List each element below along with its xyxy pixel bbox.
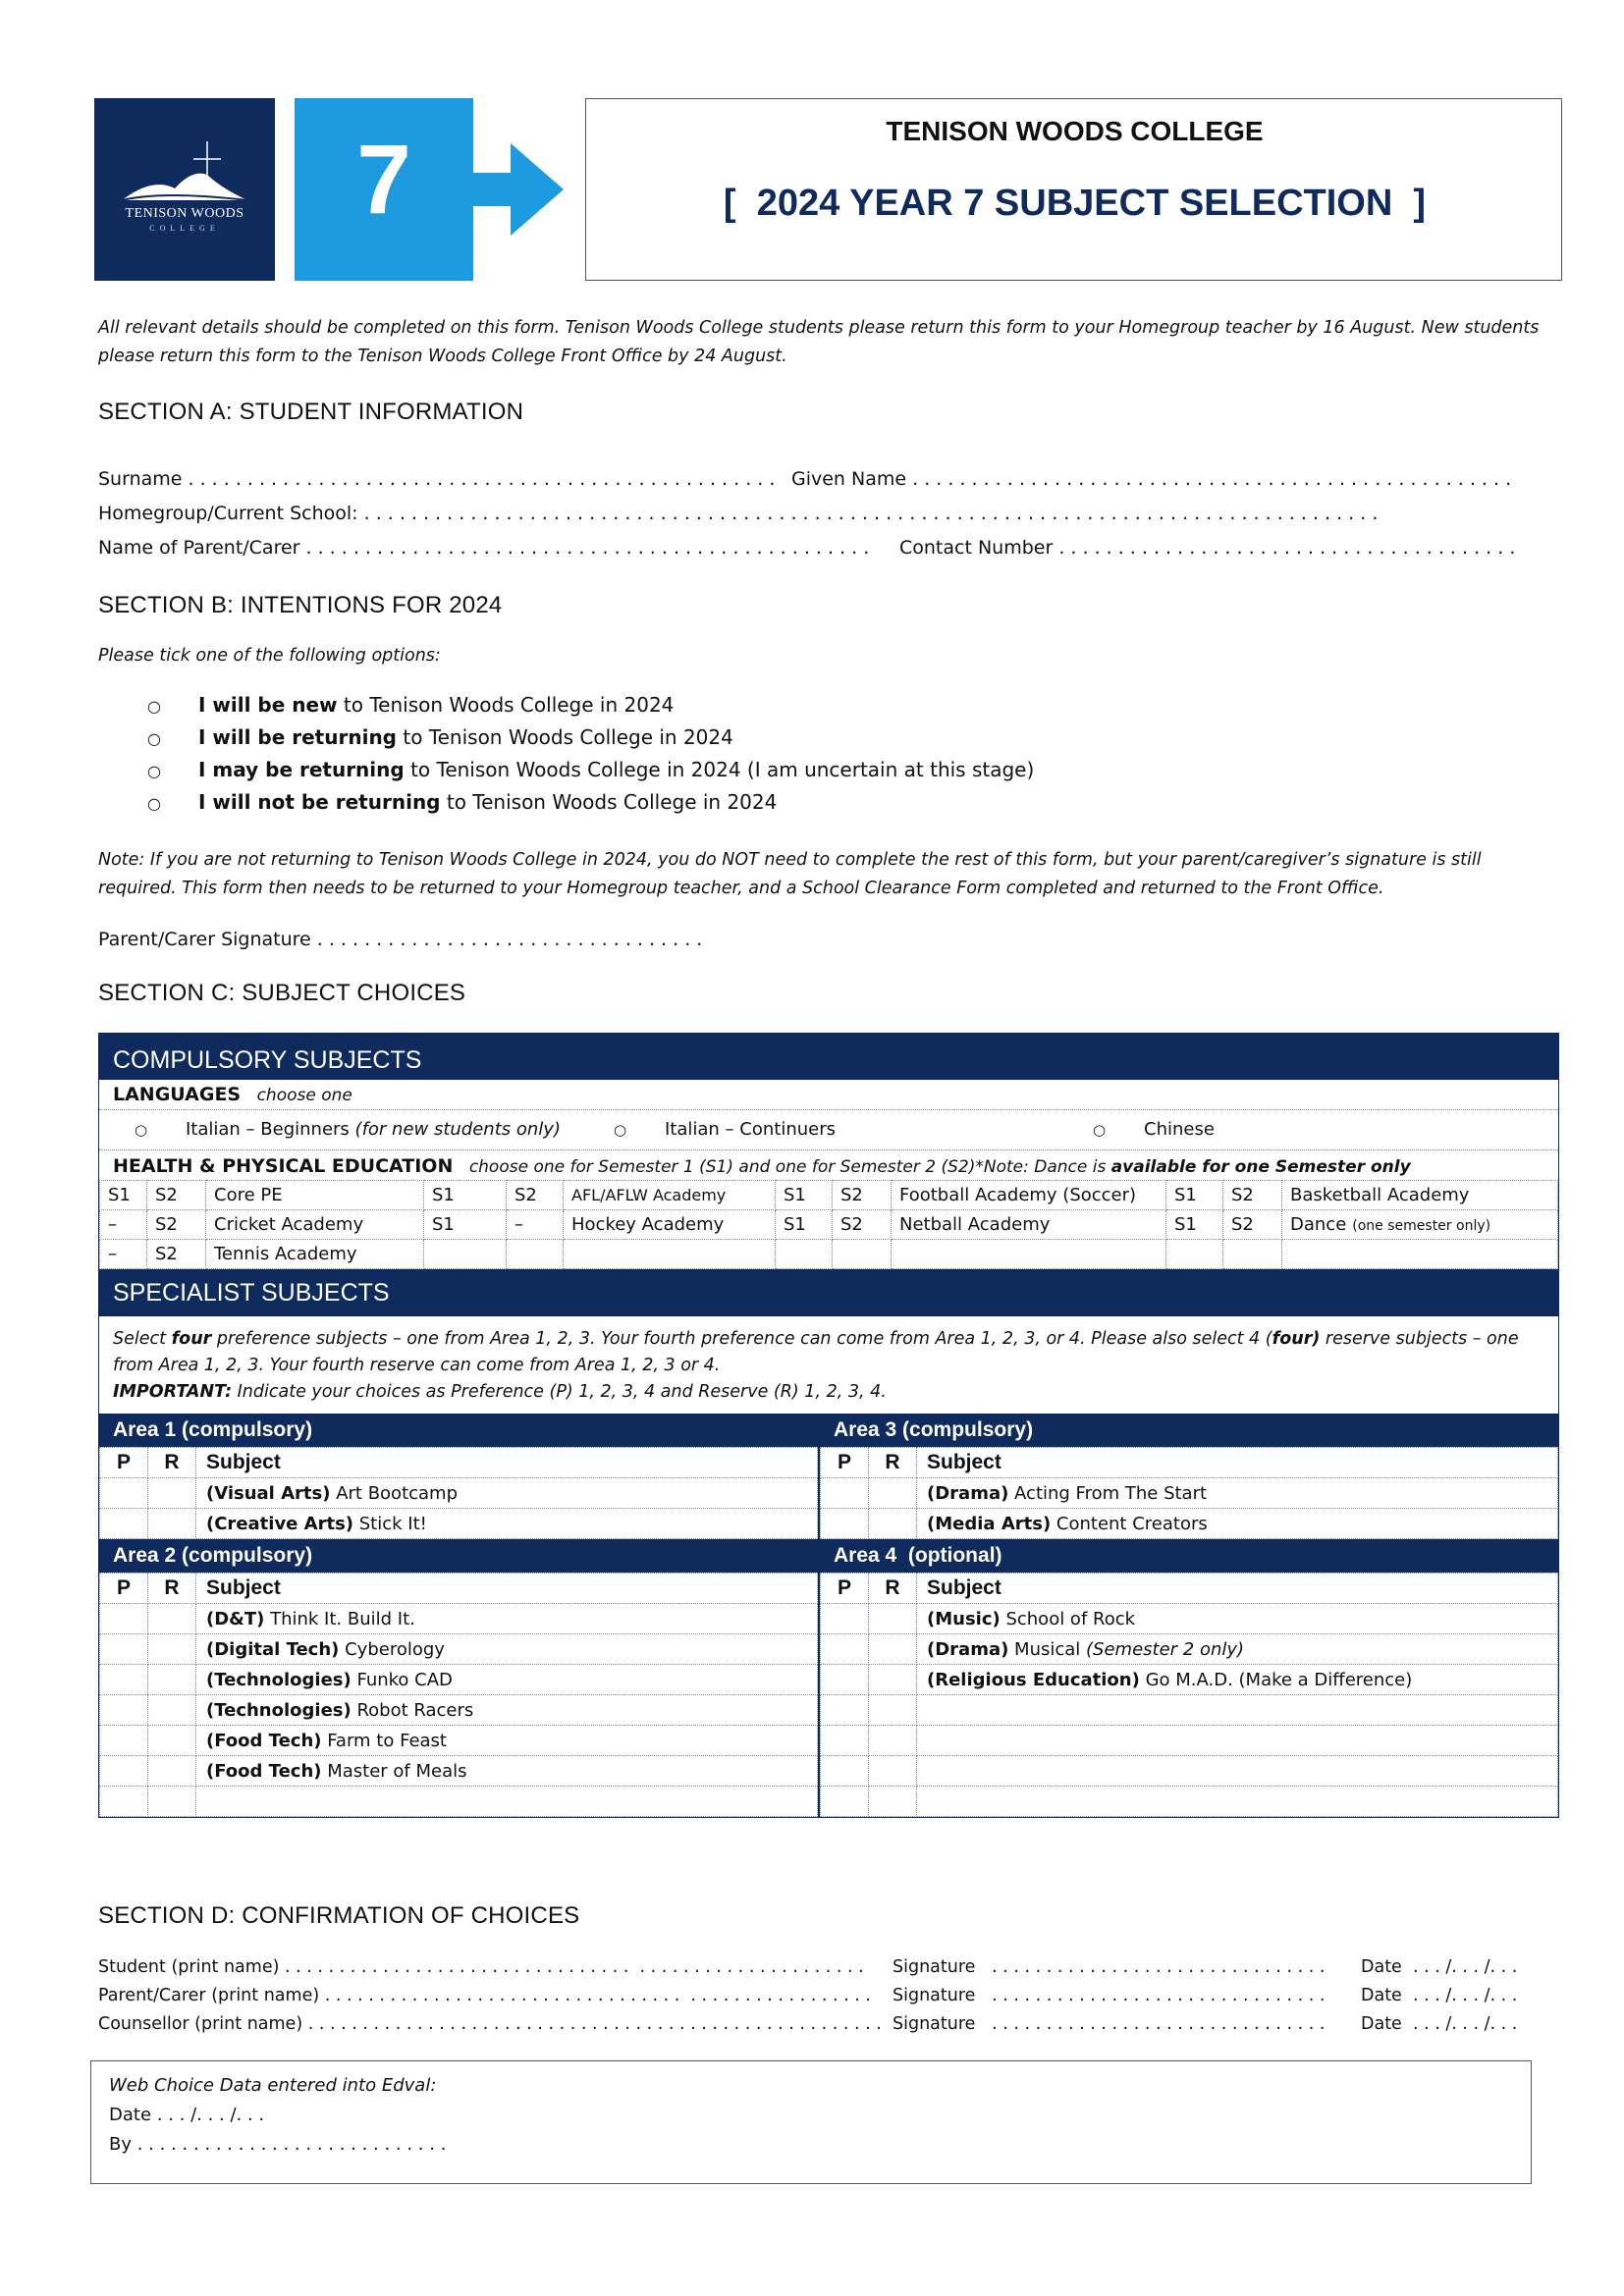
college-name: TENISON WOODS COLLEGE	[886, 116, 1264, 146]
languages-row	[99, 1080, 1558, 1110]
language-name: Italian – Beginners	[186, 1119, 350, 1140]
subject-name: Cyberology	[339, 1638, 445, 1660]
subject-cell	[196, 1665, 818, 1695]
reserve-cell[interactable]	[869, 1634, 917, 1665]
subject-cell	[917, 1634, 1558, 1665]
reserve-cell[interactable]	[869, 1726, 917, 1756]
intention-option[interactable]	[147, 693, 1034, 725]
semester-cell[interactable]	[507, 1181, 564, 1210]
language-option[interactable]: Italian – Continuers	[665, 1119, 836, 1140]
subject-row	[100, 1726, 818, 1756]
semester-cell[interactable]	[507, 1210, 564, 1240]
semester-cell	[1166, 1240, 1223, 1269]
reserve-cell[interactable]	[148, 1665, 196, 1695]
preference-cell[interactable]	[100, 1604, 148, 1634]
subject-name: School of Rock	[1000, 1608, 1136, 1629]
preference-cell[interactable]	[100, 1756, 148, 1787]
signature-field[interactable]: Signature . . . . . . . . . . . . . . . . . . . . . . . . . . . . . . .	[893, 2014, 1326, 2034]
area-header-row	[821, 1448, 1558, 1478]
not-returning-note: Note: If you are not returning to Tenison Woods College in 2024, you do NOT need to complete the rest of this form, but your parent/caregiver’s signature is still required. This form then needs to be returned to your Homegroup teacher, and a School Clearance Form completed and returned to the Front Office.	[98, 850, 1482, 898]
subject-row	[821, 1787, 1558, 1817]
subject-row	[821, 1665, 1558, 1695]
subject-col-header: Subject	[196, 1448, 818, 1478]
semester-label: S2	[840, 1214, 863, 1235]
radio-circle-icon[interactable]: ○	[147, 729, 161, 748]
hpe-hint	[469, 1157, 1411, 1177]
area-2-title: Area 2 (compulsory)	[99, 1539, 818, 1573]
semester-cell	[776, 1240, 833, 1269]
hpe-subject-name: Netball Academy	[899, 1214, 1051, 1235]
subject-cell	[196, 1634, 818, 1665]
important-label: IMPORTANT:	[113, 1382, 233, 1402]
reserve-cell[interactable]	[148, 1634, 196, 1665]
preference-cell[interactable]	[821, 1695, 869, 1726]
subject-cell	[196, 1478, 818, 1509]
intention-options	[147, 693, 1034, 823]
reserve-cell[interactable]	[148, 1509, 196, 1539]
language-option[interactable]: Chinese	[1144, 1119, 1215, 1140]
preference-cell[interactable]	[821, 1756, 869, 1787]
subject-cell	[196, 1604, 818, 1634]
hpe-subject-name: Cricket Academy	[214, 1214, 364, 1235]
semester-label: S2	[1231, 1185, 1254, 1205]
hpe-table-row	[100, 1240, 1558, 1269]
reserve-col-header: R	[869, 1574, 917, 1604]
subject-row	[821, 1509, 1558, 1539]
page-title: [ 2024 YEAR 7 SUBJECT SELECTION ]	[723, 183, 1427, 224]
confirmation-row	[98, 1986, 1571, 2014]
hpe-row	[99, 1150, 1558, 1180]
parent-name-field[interactable]: Name of Parent/Carer . . . . . . . . . . . . . . . . . . . . . . . . . . . . . . . . . . . . . . . . . . . . . . . .	[98, 537, 870, 559]
intention-option[interactable]	[147, 758, 1034, 790]
confirmation-row	[98, 1957, 1571, 1986]
subject-category: (Visual Arts)	[206, 1482, 331, 1504]
areas-right	[820, 1414, 1558, 1817]
semester-cell	[1223, 1240, 1282, 1269]
subject-category: (Drama)	[927, 1638, 1009, 1660]
compulsory-bar	[99, 1034, 1558, 1080]
subject-cell	[917, 1509, 1558, 1539]
subject-name: Robot Racers	[351, 1699, 474, 1721]
subject-category: (Religious Education)	[927, 1669, 1140, 1690]
reserve-cell[interactable]	[869, 1478, 917, 1509]
subject-cell	[917, 1787, 1558, 1817]
semester-label: S2	[1231, 1214, 1254, 1235]
subject-name: Master of Meals	[321, 1760, 467, 1782]
hpe-subject-cell	[206, 1210, 424, 1240]
spec-text: Select	[113, 1329, 172, 1349]
semester-cell	[833, 1240, 892, 1269]
print-name-field[interactable]: Parent/Carer (print name) . . . . . . . . . . . . . . . . . . . . . . . . . . . . . . . . . . . . . . . . . . . . . . . . . .	[98, 1986, 871, 2005]
semester-cell[interactable]	[100, 1210, 147, 1240]
subject-name: Think It. Build It.	[264, 1608, 415, 1629]
subject-row	[100, 1509, 818, 1539]
homegroup-field[interactable]: Homegroup/Current School: . . . . . . . . . . . . . . . . . . . . . . . . . . . . . . . . . . . . . . . . . . . . . . . . . . . . . . . . . . . . . . . . . . . . . . . . . . . . . . . . . . . . . .	[98, 503, 1379, 524]
subject-cell	[196, 1726, 818, 1756]
hpe-subject-cell	[892, 1210, 1166, 1240]
area-2-table	[99, 1573, 818, 1817]
hpe-subject-name: Core PE	[214, 1185, 283, 1205]
reserve-cell[interactable]	[148, 1756, 196, 1787]
subject-row	[100, 1634, 818, 1665]
subject-cell	[917, 1756, 1558, 1787]
preference-cell[interactable]	[821, 1787, 869, 1817]
subject-row	[100, 1604, 818, 1634]
semester-label: S1	[1174, 1185, 1197, 1205]
preference-cell[interactable]	[821, 1604, 869, 1634]
hpe-subject-name: AFL/AFLW Academy	[571, 1186, 727, 1204]
spec-text: Indicate your choices as Preference (P) 1, 2, 3, 4 and Reserve (R) 1, 2, 3, 4.	[232, 1382, 887, 1402]
semester-label: S2	[514, 1185, 537, 1205]
specialist-line-2: from Area 1, 2, 3. Your fourth reserve can come from Area 1, 2, 3 or 4.	[113, 1356, 721, 1375]
section-b-heading: SECTION B: INTENTIONS FOR 2024	[98, 592, 503, 618]
option-text: to Tenison Woods College in 2024	[440, 790, 778, 814]
semester-cell[interactable]	[147, 1240, 206, 1269]
compulsory-subjects-panel	[98, 1033, 1559, 1818]
office-date-field[interactable]: Date . . . /. . . /. . .	[109, 2105, 265, 2125]
surname-field[interactable]: Surname . . . . . . . . . . . . . . . . . . . . . . . . . . . . . . . . . . . . . . . . . . . . . . . . . .	[98, 468, 776, 490]
area-1-title: Area 1 (compulsory)	[99, 1414, 818, 1447]
option-text: to Tenison Woods College in 2024 (I am uncertain at this stage)	[404, 758, 1035, 781]
preference-cell[interactable]	[100, 1787, 148, 1817]
reserve-cell[interactable]	[148, 1478, 196, 1509]
subject-row	[100, 1695, 818, 1726]
hpe-subject-cell	[564, 1210, 776, 1240]
preference-cell[interactable]	[821, 1726, 869, 1756]
subject-note: (Semester 2 only)	[1086, 1638, 1245, 1660]
specialist-line-1	[113, 1326, 1544, 1353]
preference-cell[interactable]	[821, 1634, 869, 1665]
radio-circle-icon[interactable]: ○	[1093, 1121, 1107, 1139]
subject-col-header: Subject	[917, 1448, 1558, 1478]
subject-name: Farm to Feast	[321, 1730, 447, 1751]
intro-text: All relevant details should be completed on this form. Tenison Woods College students please return this form to your Homegroup teacher by 16 August. New students please return this form to the Tenison Woods College Front Office by 24 August.	[98, 318, 1540, 366]
semester-label: S1	[784, 1185, 806, 1205]
hpe-subject-name: Football Academy (Soccer)	[899, 1185, 1137, 1205]
semester-cell[interactable]	[147, 1210, 206, 1240]
spec-text: reserve subjects – one	[1320, 1329, 1519, 1349]
semester-label: S2	[155, 1214, 178, 1235]
language-option[interactable]	[186, 1110, 561, 1149]
subject-row	[100, 1787, 818, 1817]
semester-cell[interactable]	[1166, 1181, 1223, 1210]
subject-row	[821, 1604, 1558, 1634]
subject-category: (Technologies)	[206, 1699, 352, 1721]
preference-cell[interactable]	[100, 1634, 148, 1665]
subject-category: (D&T)	[206, 1608, 265, 1629]
subject-row	[100, 1478, 818, 1509]
semester-cell[interactable]	[776, 1181, 833, 1210]
area-3-table	[820, 1447, 1558, 1539]
subject-row	[100, 1756, 818, 1787]
reserve-cell[interactable]	[869, 1787, 917, 1817]
preference-cell[interactable]	[100, 1726, 148, 1756]
subject-col-header: Subject	[196, 1574, 818, 1604]
specialist-instructions	[99, 1316, 1558, 1414]
area-1-table	[99, 1447, 818, 1539]
subject-row	[100, 1665, 818, 1695]
subject-row	[821, 1756, 1558, 1787]
preference-cell[interactable]	[100, 1478, 148, 1509]
subject-cell	[917, 1604, 1558, 1634]
semester-label: S2	[840, 1185, 863, 1205]
subject-category: (Technologies)	[206, 1669, 352, 1690]
date-field[interactable]: Date . . . /. . . /. . .	[1361, 1957, 1518, 1977]
hpe-subject-cell	[1282, 1181, 1558, 1210]
semester-cell[interactable]	[147, 1181, 206, 1210]
area-3-title: Area 3 (compulsory)	[820, 1414, 1558, 1447]
subject-cell	[917, 1665, 1558, 1695]
area-header-row	[100, 1448, 818, 1478]
subject-row	[821, 1695, 1558, 1726]
hpe-subject-cell	[206, 1240, 424, 1269]
subject-name: Funko CAD	[351, 1669, 453, 1690]
reserve-col-header: R	[148, 1574, 196, 1604]
section-c-heading: SECTION C: SUBJECT CHOICES	[98, 980, 466, 1006]
semester-cell[interactable]	[833, 1210, 892, 1240]
reserve-col-header: R	[148, 1448, 196, 1478]
subject-category: (Drama)	[927, 1482, 1009, 1504]
hpe-subject-name: Basketball Academy	[1290, 1185, 1470, 1205]
hpe-hint-text: choose one for Semester 1 (S1) and one for Semester 2 (S2)*Note: Dance is	[468, 1157, 1111, 1177]
logo-subtext: COLLEGE	[149, 224, 220, 233]
semester-cell[interactable]	[776, 1210, 833, 1240]
subject-row	[821, 1634, 1558, 1665]
section-a-heading: SECTION A: STUDENT INFORMATION	[98, 399, 524, 425]
radio-circle-icon[interactable]: ○	[147, 762, 161, 780]
option-bold: I will not be returning	[198, 790, 441, 814]
semester-cell[interactable]	[424, 1210, 507, 1240]
intention-option[interactable]	[147, 725, 1034, 758]
semester-cell[interactable]	[100, 1181, 147, 1210]
reserve-cell[interactable]	[148, 1726, 196, 1756]
preference-cell[interactable]	[100, 1695, 148, 1726]
semester-label: S2	[155, 1244, 178, 1264]
option-bold: I will be returning	[198, 725, 397, 749]
semester-label: –	[514, 1214, 523, 1235]
signature-field[interactable]: Signature . . . . . . . . . . . . . . . . . . . . . . . . . . . . . . .	[893, 1957, 1326, 1977]
semester-label: S1	[432, 1214, 455, 1235]
college-logo	[94, 98, 275, 281]
preference-col-header: P	[100, 1574, 148, 1604]
subject-name: Content Creators	[1051, 1513, 1208, 1534]
intention-option[interactable]	[147, 790, 1034, 823]
subject-row	[821, 1726, 1558, 1756]
print-name-field[interactable]: Student (print name) . . . . . . . . . . . . . . . . . . . . . . . . . . . . . . . . . . . . . . . . . . . . . . . . . . . . .	[98, 1957, 864, 1977]
subject-name: Art Bootcamp	[330, 1482, 459, 1504]
spec-bold: four	[171, 1329, 212, 1349]
semester-cell	[507, 1240, 564, 1269]
languages-label: LANGUAGES	[113, 1084, 242, 1105]
radio-circle-icon[interactable]: ○	[147, 697, 161, 716]
reserve-cell[interactable]	[869, 1756, 917, 1787]
reserve-cell[interactable]	[869, 1695, 917, 1726]
hpe-subject-cell	[1282, 1210, 1558, 1240]
subject-category: (Food Tech)	[206, 1760, 322, 1782]
mountain-logo-icon	[94, 98, 275, 281]
language-note: (for new students only)	[354, 1119, 561, 1140]
hpe-table	[99, 1180, 1558, 1269]
semester-cell[interactable]	[100, 1240, 147, 1269]
subject-category: (Creative Arts)	[206, 1513, 354, 1534]
specialist-line-3	[113, 1379, 1544, 1406]
languages-options	[99, 1110, 1558, 1150]
area-4-title: Area 4 (optional)	[820, 1539, 1558, 1573]
hpe-subject-name: Hockey Academy	[571, 1214, 725, 1235]
office-use-box	[90, 2060, 1532, 2184]
subject-category: (Food Tech)	[206, 1730, 322, 1751]
office-box-title: Web Choice Data entered into Edval:	[109, 2075, 437, 2096]
hpe-subject-cell	[1282, 1240, 1558, 1269]
date-field[interactable]: Date . . . /. . . /. . .	[1361, 2014, 1518, 2034]
reserve-cell[interactable]	[148, 1604, 196, 1634]
hpe-subject-name: Dance	[1290, 1214, 1347, 1235]
radio-circle-icon[interactable]: ○	[135, 1121, 148, 1139]
year-number: 7	[356, 125, 411, 235]
option-text: to Tenison Woods College in 2024	[337, 693, 675, 717]
areas-grid	[99, 1414, 1558, 1817]
subject-category: (Digital Tech)	[206, 1638, 340, 1660]
reserve-cell[interactable]	[869, 1604, 917, 1634]
hpe-table-row	[100, 1181, 1558, 1210]
semester-cell[interactable]	[424, 1181, 507, 1210]
semester-label: S2	[155, 1185, 178, 1205]
subject-col-header: Subject	[917, 1574, 1558, 1604]
preference-col-header: P	[821, 1448, 869, 1478]
semester-cell	[424, 1240, 507, 1269]
reserve-cell[interactable]	[148, 1695, 196, 1726]
subject-category: (Media Arts)	[927, 1513, 1052, 1534]
subject-name: Musical	[1008, 1638, 1087, 1660]
reserve-cell[interactable]	[869, 1509, 917, 1539]
option-bold: I may be returning	[198, 758, 405, 781]
semester-cell[interactable]	[1166, 1210, 1223, 1240]
subject-name: Acting From The Start	[1008, 1482, 1208, 1504]
subject-row	[821, 1478, 1558, 1509]
preference-cell[interactable]	[821, 1478, 869, 1509]
hpe-table-row	[100, 1210, 1558, 1240]
preference-cell[interactable]	[821, 1509, 869, 1539]
hpe-subject-cell	[892, 1181, 1166, 1210]
reserve-cell[interactable]	[148, 1787, 196, 1817]
arrow-right-icon	[473, 135, 571, 243]
areas-left	[99, 1414, 820, 1817]
radio-circle-icon[interactable]: ○	[614, 1121, 627, 1139]
subject-cell	[196, 1695, 818, 1726]
dance-note: (one semester only)	[1352, 1218, 1491, 1234]
signature-field[interactable]: Signature . . . . . . . . . . . . . . . . . . . . . . . . . . . . . . .	[893, 1986, 1326, 2005]
specialist-bar: SPECIALIST SUBJECTS	[99, 1269, 1558, 1316]
subject-cell	[917, 1478, 1558, 1509]
contact-number-field[interactable]: Contact Number . . . . . . . . . . . . . . . . . . . . . . . . . . . . . . . . . . . . . . .	[899, 537, 1516, 559]
option-bold: I will be new	[198, 693, 338, 717]
subject-name: Go M.A.D. (Make a Difference)	[1139, 1669, 1413, 1690]
hpe-subject-cell	[564, 1181, 776, 1210]
reserve-cell[interactable]	[869, 1665, 917, 1695]
semester-cell[interactable]	[1223, 1181, 1282, 1210]
preference-cell[interactable]	[100, 1509, 148, 1539]
preference-col-header: P	[100, 1448, 148, 1478]
office-by-field[interactable]: By . . . . . . . . . . . . . . . . . . . . . . . . . . . .	[109, 2134, 447, 2155]
radio-circle-icon[interactable]: ○	[147, 794, 161, 813]
logo-text: TENISON WOODS	[125, 206, 244, 221]
semester-label: S1	[1174, 1214, 1197, 1235]
subject-cell	[917, 1726, 1558, 1756]
preference-col-header: P	[821, 1574, 869, 1604]
semester-label: –	[108, 1244, 117, 1264]
semester-label: –	[108, 1214, 117, 1235]
preference-cell[interactable]	[100, 1665, 148, 1695]
section-d-heading: SECTION D: CONFIRMATION OF CHOICES	[98, 1902, 580, 1929]
semester-cell[interactable]	[833, 1181, 892, 1210]
hpe-subject-name: Tennis Academy	[214, 1244, 357, 1264]
area-4-table	[820, 1573, 1558, 1817]
subject-name: Stick It!	[353, 1513, 427, 1534]
confirmation-row	[98, 2014, 1571, 2043]
languages-hint: choose one	[256, 1086, 352, 1105]
area-header-row	[100, 1574, 818, 1604]
area-header-row	[821, 1574, 1558, 1604]
date-field[interactable]: Date . . . /. . . /. . .	[1361, 1986, 1518, 2005]
hpe-subject-cell	[206, 1181, 424, 1210]
print-name-field[interactable]: Counsellor (print name) . . . . . . . . . . . . . . . . . . . . . . . . . . . . . . . . . . . . . . . . . . . . . . . . . . . . .	[98, 2014, 882, 2034]
subject-cell	[196, 1756, 818, 1787]
subject-cell	[196, 1509, 818, 1539]
semester-label: S1	[432, 1185, 455, 1205]
semester-cell[interactable]	[1223, 1210, 1282, 1240]
reserve-col-header: R	[869, 1448, 917, 1478]
semester-label: S1	[108, 1185, 131, 1205]
section-b-instruction: Please tick one of the following options:	[98, 646, 441, 666]
spec-bold: four)	[1272, 1329, 1321, 1349]
subject-cell	[196, 1787, 818, 1817]
subject-cell	[917, 1695, 1558, 1726]
hpe-subject-cell	[892, 1240, 1166, 1269]
confirmation-rows	[98, 1957, 1571, 2043]
option-text: to Tenison Woods College in 2024	[397, 725, 733, 749]
subject-category: (Music)	[927, 1608, 1001, 1629]
hpe-subject-cell	[564, 1240, 776, 1269]
parent-signature-field[interactable]: Parent/Carer Signature . . . . . . . . . . . . . . . . . . . . . . . . . . . . . . . . .	[98, 929, 703, 950]
given-name-field[interactable]: Given Name . . . . . . . . . . . . . . . . . . . . . . . . . . . . . . . . . . . . . . . . . . . . . . . . . . .	[791, 468, 1512, 490]
hpe-label: HEALTH & PHYSICAL EDUCATION	[113, 1155, 454, 1177]
preference-cell[interactable]	[821, 1665, 869, 1695]
hpe-hint-bold: available for one Semester only	[1110, 1157, 1411, 1177]
semester-label: S1	[784, 1214, 806, 1235]
spec-text: preference subjects – one from Area 1, 2, 3. Your fourth preference can come from Area 1, 2, 3, or 4. Please also select 4 (	[211, 1329, 1272, 1349]
compulsory-bar-title: COMPULSORY SUBJECTS	[99, 1037, 1558, 1080]
